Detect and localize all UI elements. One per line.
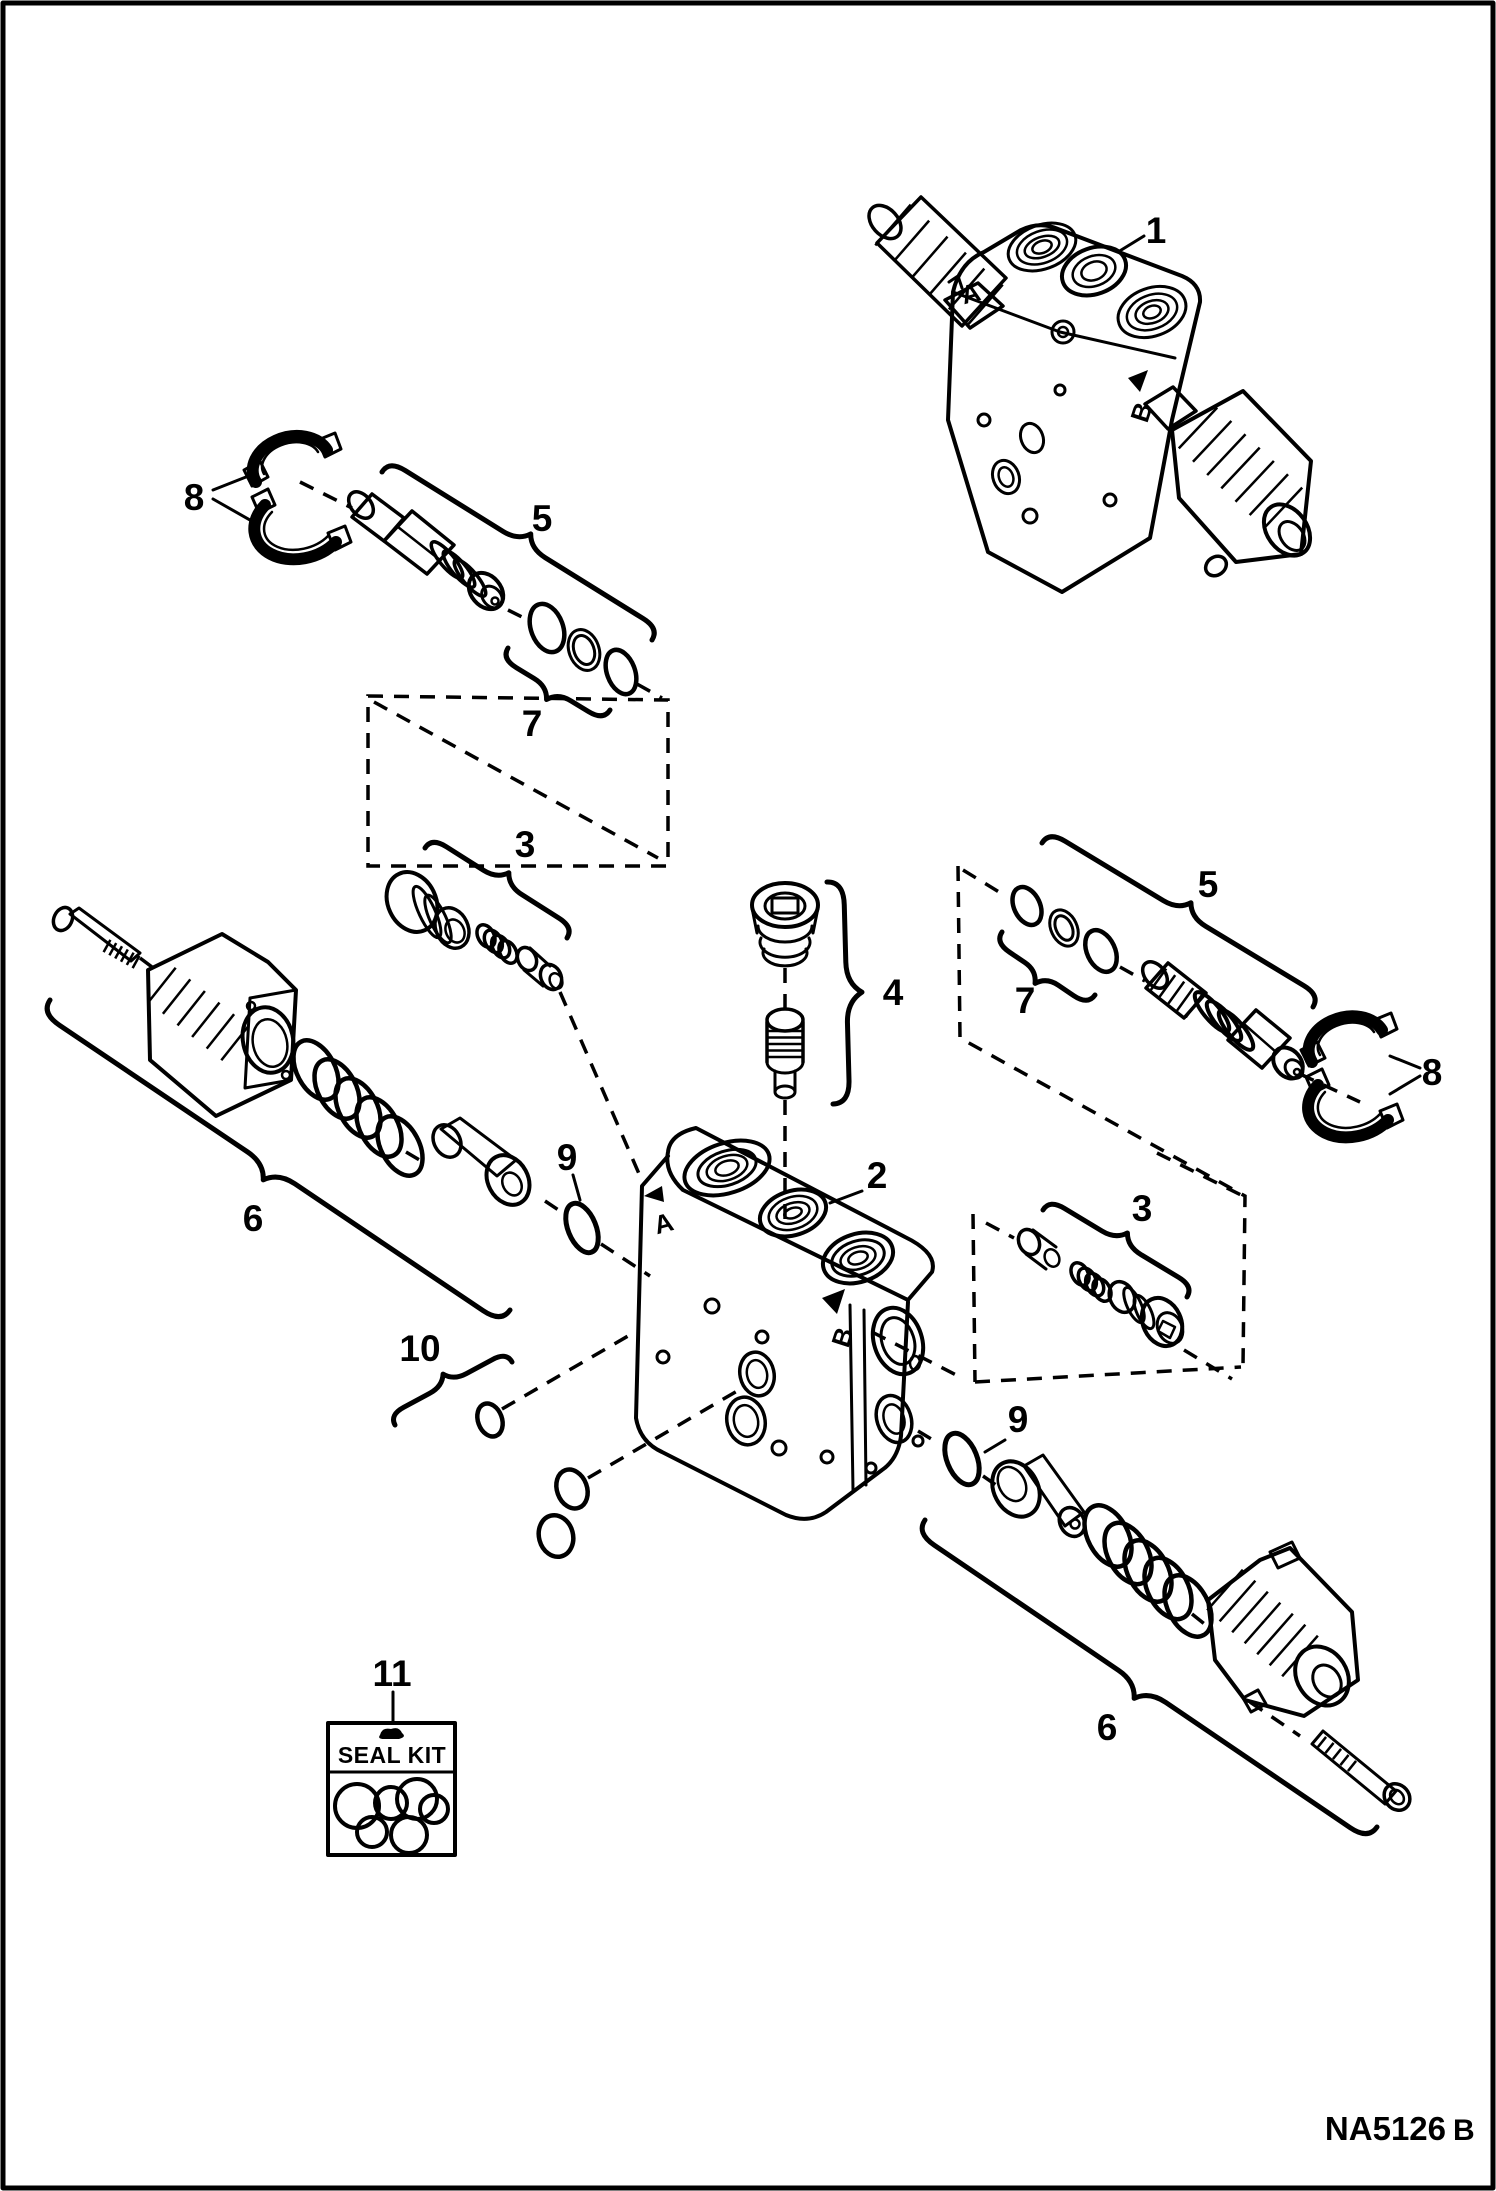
callout-7-right: 7 xyxy=(1014,980,1036,1021)
orifice-plug-group xyxy=(752,883,818,1098)
callout-9-left: 9 xyxy=(556,1137,578,1178)
check-spring-right xyxy=(1067,1260,1114,1305)
relief-ribs xyxy=(875,205,1002,326)
relief-valve-cartridge-right xyxy=(1138,957,1309,1084)
callout-9-right: 9 xyxy=(1007,1399,1029,1440)
callout-6-right: 6 xyxy=(1096,1707,1118,1748)
callout-9-right-leader xyxy=(985,1440,1005,1452)
callout-3-left: 3 xyxy=(514,824,536,865)
seal-kit-orings-icon xyxy=(335,1779,448,1853)
callout-1-leader xyxy=(1118,236,1144,252)
callout-11: 11 xyxy=(372,1653,412,1694)
load-check-left xyxy=(377,864,565,993)
callout-8-right: 8 xyxy=(1421,1052,1443,1093)
callout-8-left: 8 xyxy=(183,477,205,518)
oring-9-right xyxy=(938,1428,986,1489)
brace-6-left xyxy=(47,1000,510,1317)
callout-3-right: 3 xyxy=(1131,1188,1153,1229)
body-a-marking: A xyxy=(650,1206,677,1241)
port-3 xyxy=(1111,277,1193,346)
assembled-valve-section xyxy=(863,197,1320,592)
callout-2: 2 xyxy=(866,1155,888,1196)
seal-kit-box xyxy=(328,1692,455,1855)
page-border xyxy=(3,3,1493,2188)
body-orings xyxy=(473,1400,593,1561)
seal-kit-hang-tab-icon xyxy=(379,1728,404,1739)
seal-kit-label: SEAL KIT xyxy=(337,1742,447,1768)
callout-5-right: 5 xyxy=(1197,864,1219,905)
centering-spring-left xyxy=(284,1033,432,1183)
callout-9-left-leader xyxy=(573,1175,580,1200)
callout-4: 4 xyxy=(882,972,904,1013)
body-a-arrow-icon xyxy=(644,1186,664,1202)
spool-cap-group-right xyxy=(938,1428,1415,1815)
callout-10: 10 xyxy=(399,1328,441,1369)
port-b-arrow-icon xyxy=(1128,370,1148,392)
clamp-pair-right xyxy=(1301,1013,1420,1137)
load-check-right xyxy=(1014,1226,1189,1353)
callout-5-left: 5 xyxy=(531,498,553,539)
port-a-marking: A xyxy=(957,276,984,311)
callout-6-left: 6 xyxy=(242,1198,264,1239)
check-spring-left xyxy=(473,922,520,967)
body-b-arrow-icon xyxy=(822,1289,845,1314)
cap-ribs-left xyxy=(148,968,248,1060)
callout-2-leader xyxy=(830,1191,862,1203)
port-b-marking: B xyxy=(1124,398,1159,426)
centering-spring-right xyxy=(1075,1497,1221,1644)
relief-valve-cartridge-left xyxy=(344,487,511,616)
oring-9-left xyxy=(559,1199,604,1258)
callout-7-left: 7 xyxy=(521,703,543,744)
body-b-marking: B xyxy=(825,1323,860,1351)
callout-1: 1 xyxy=(1145,210,1167,251)
brace-4 xyxy=(827,882,862,1104)
brace-5-right xyxy=(1042,837,1315,1007)
orifice-threads xyxy=(768,1031,802,1057)
drawing-revision-text: B xyxy=(1453,2114,1475,2147)
port-1 xyxy=(1002,214,1083,279)
body-port-3 xyxy=(816,1224,899,1292)
dashed-center-lines xyxy=(140,482,1360,1736)
cap-ribs xyxy=(1179,408,1302,529)
drawing-number xyxy=(1325,2110,1475,2147)
drawing-number-text: NA5126 xyxy=(1324,2110,1446,2147)
